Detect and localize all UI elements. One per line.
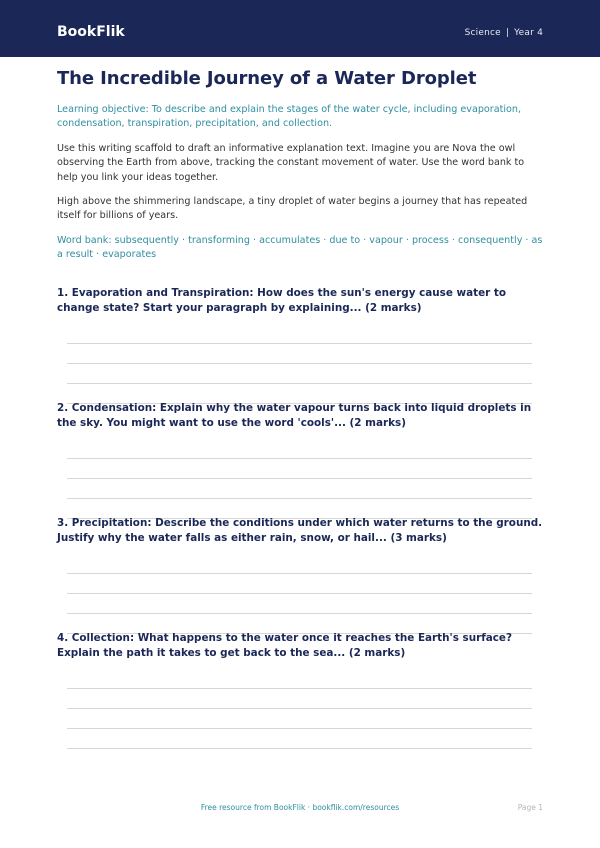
question-prompt: 3. Precipitation: Describe the conditions under which water returns to the ground. Justify why the water falls as either rain, snow, or hail... (3 marks) [57, 516, 543, 544]
intro-paragraph: Use this writing scaffold to draft an informative explanation text. Imagine you are Nova the owl observing the Earth from above, tracking the constant movement of water. Use the word bank to help you link your ideas together. [57, 142, 525, 183]
answer-line[interactable] [67, 593, 532, 594]
answer-line[interactable] [67, 363, 532, 364]
answer-lines[interactable] [67, 458, 532, 519]
story-opening: High above the shimmering landscape, a tiny droplet of water begins a journey that has repeated itself for billions of years. [57, 196, 528, 222]
question-block [57, 401, 543, 519]
separator: | [505, 28, 510, 38]
answer-line[interactable] [67, 573, 532, 574]
answer-line[interactable] [67, 728, 532, 729]
subject-label: Science [464, 28, 501, 38]
answer-line[interactable] [67, 688, 532, 689]
learning-objective: Learning objective: To describe and explain the stages of the water cycle, including evaporation, condensation, transpiration, precipitation, and collection. [57, 104, 522, 130]
year-label: Year 4 [514, 28, 543, 38]
answer-line[interactable] [67, 478, 532, 479]
footer-credit[interactable]: Free resource from BookFlik · bookflik.com/resources [200, 803, 400, 812]
answer-line[interactable] [67, 383, 532, 384]
question-block [57, 286, 543, 404]
answer-line[interactable] [67, 613, 532, 614]
question-block [57, 631, 543, 749]
question-prompt: 2. Condensation: Explain why the water vapour turns back into liquid droplets in the sky. You might want to use the word 'cools'... (2 marks) [57, 401, 532, 429]
worksheet-content [57, 63, 543, 749]
answer-line[interactable] [67, 708, 532, 709]
answer-lines[interactable] [67, 343, 532, 404]
answer-line[interactable] [67, 748, 532, 749]
answer-lines[interactable] [67, 573, 532, 634]
brand-logo[interactable]: BookFlik [57, 24, 125, 40]
subject-year-label [465, 26, 543, 40]
answer-lines[interactable] [67, 688, 532, 749]
answer-line[interactable] [67, 458, 532, 459]
word-bank: Word bank: subsequently · transforming · accumulates · due to · vapour · process · consequently · as a result · evaporates [57, 234, 543, 261]
question-block [57, 516, 543, 634]
question-prompt: 1. Evaporation and Transpiration: How does the sun's energy cause water to change state? Start your paragraph by explaining... (2 marks) [57, 286, 506, 314]
answer-line[interactable] [67, 498, 532, 499]
question-prompt: 4. Collection: What happens to the water once it reaches the Earth's surface? Explain the path it takes to get back to the sea... (2 marks) [57, 631, 513, 659]
page-number: Page 1 [517, 803, 543, 812]
page-title: The Incredible Journey of a Water Droplet [57, 68, 477, 89]
answer-line[interactable] [67, 343, 532, 344]
header-bar [0, 0, 600, 57]
